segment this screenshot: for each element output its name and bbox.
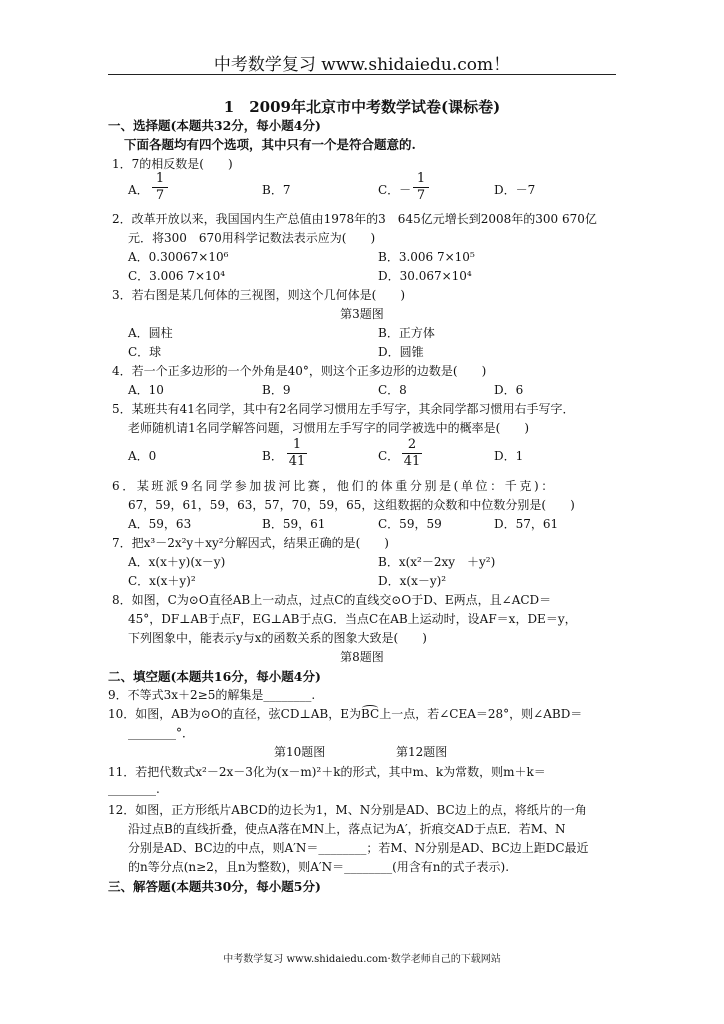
q3-figure-caption: 第3题图 — [340, 307, 384, 321]
q6-line1: 6．某班派9名同学参加拔河比赛，他们的体重分别是(单位：千克)： — [112, 479, 556, 493]
q2-option-c: C．3.006 7×10⁴ — [128, 269, 226, 283]
q2-line2: 元．将300 670用科学记数法表示应为( ) — [128, 231, 376, 245]
q7-option-c: C．x(x＋y)² — [128, 574, 196, 588]
q8-line2: 45°，DF⊥AB于点F，EG⊥AB于点G．当点C在AB上运动时，设AF＝x，DE＝y， — [128, 612, 577, 626]
q3-stem: 3．若右图是某几何体的三视图，则这个几何体是( ) — [112, 288, 406, 302]
header-divider — [108, 74, 616, 75]
q1-c-denominator: 7 — [416, 188, 426, 203]
q1-option-c-label: C．－ — [378, 183, 412, 197]
q5-b-denominator: 41 — [288, 454, 306, 469]
q1-option-c-fraction — [412, 172, 430, 203]
section-1-instruction: 下面各题均有四个选项，其中只有一个是符合题意的. — [124, 137, 416, 152]
q5-b-numerator: 1 — [292, 437, 302, 452]
q7-stem: 7．把x³－2x²y＋xy²分解因式，结果正确的是( ) — [112, 536, 389, 550]
section-2-heading: 二、填空题(本题共16分，每小题4分) — [108, 669, 321, 684]
q7-option-d: D．x(x－y)² — [378, 574, 447, 588]
q2-option-d: D．30.067×10⁴ — [378, 269, 472, 283]
exam-title: 1 2009年北京市中考数学试卷(课标卷) — [223, 98, 501, 116]
q7-option-b: B．x(x²－2xy ＋y²) — [378, 555, 496, 569]
q1-option-a-label: A． — [128, 183, 149, 197]
q12-line1: 12．如图，正方形纸片ABCD的边长为1，M、N分别是AD、BC边上的点，将纸片的一角 — [108, 803, 587, 817]
q1-stem: 1．7的相反数是( ) — [112, 157, 233, 171]
q1-a-denominator: 7 — [155, 188, 165, 203]
q5-option-b-fraction — [286, 438, 308, 469]
q1-a-numerator: 1 — [155, 171, 165, 186]
q12-line3: 分别是AD、BC边的中点，则A′N＝________；若M、N分别是AD、BC边上距DC最近 — [128, 841, 589, 855]
q10-line2: ________°． — [128, 726, 195, 740]
q6-option-c: C．59，59 — [378, 517, 442, 531]
q12-line2: 沿过点B的直线折叠，使点A落在MN上，落点记为A′，折痕交AD于点E．若M、N — [128, 822, 566, 836]
section-3-heading: 三、解答题(本题共30分，每小题5分) — [108, 879, 321, 894]
q6-line2: 67，59，61，59，63，57，70，59，65，这组数据的众数和中位数分别是( ) — [128, 498, 575, 512]
q6-option-d: D．57，61 — [494, 517, 559, 531]
q5-c-numerator: 2 — [407, 437, 417, 452]
q8-line1: 8．如图，C为⊙O直径AB上一动点，过点C的直线交⊙O于D、E两点，且∠ACD＝ — [112, 593, 552, 607]
q1-option-a-fraction — [151, 172, 169, 203]
q2-line1: 2．改革开放以来，我国国内生产总值由1978年的3 645亿元增长到2008年的300 670亿 — [112, 212, 597, 226]
q10-text-pre: 10．如图，AB为⊙O的直径，弦CD⊥AB，E为 — [108, 707, 361, 721]
q5-line1: 5．某班共有41名同学，其中有2名同学习惯用左手写字，其余同学都习惯用右手写字． — [112, 402, 575, 416]
page-footer: 中考数学复习 www.shidaiedu.com·数学老师自己的下载网站 — [223, 954, 501, 965]
q3-option-a: A．圆柱 — [128, 326, 173, 340]
q9-stem: 9．不等式3x＋2≥5的解集是________. — [108, 688, 316, 702]
q1-option-d: D．－7 — [494, 183, 536, 197]
q5-option-d: D．1 — [494, 449, 524, 463]
q4-option-c: C．8 — [378, 383, 407, 397]
q5-option-c-fraction — [401, 438, 423, 469]
page-header: 中考数学复习 www.shidaiedu.com！ — [213, 55, 511, 75]
q8-line3: 下列图象中，能表示y与x的函数关系的图象大致是( ) — [128, 631, 427, 645]
q11-line1: 11．若把代数式x²－2x－3化为(x－m)²＋k的形式，其中m、k为常数，则m＋k＝ — [108, 765, 546, 779]
q3-option-d: D．圆锥 — [378, 345, 424, 359]
q2-option-b: B．3.006 7×10⁵ — [378, 250, 475, 264]
q5-option-b-label: B． — [262, 449, 283, 463]
q4-option-a: A．10 — [128, 383, 164, 397]
q5-line2: 老师随机请1名同学解答问题，习惯用左手写字的同学被选中的概率是( ) — [128, 421, 530, 435]
q10-arc-bc: BC — [360, 707, 380, 721]
q5-option-a: A．0 — [128, 449, 157, 463]
section-1-heading: 一、选择题(本题共32分，每小题4分) — [108, 118, 321, 133]
q1-option-b: B．7 — [262, 183, 291, 197]
q10-text-post: 上一点，若∠CEA＝28°，则∠ABD＝ — [379, 707, 583, 721]
q3-option-b: B．正方体 — [378, 326, 435, 340]
q5-option-c-label: C． — [378, 449, 400, 463]
q10-line1 — [108, 705, 582, 722]
q6-option-a: A．59，63 — [128, 517, 192, 531]
q8-figure-caption: 第8题图 — [340, 650, 384, 664]
q7-option-a: A．x(x＋y)(x－y) — [128, 555, 226, 569]
q4-option-b: B．9 — [262, 383, 291, 397]
q4-stem: 4．若一个正多边形的一个外角是40°，则这个正多边形的边数是( ) — [112, 364, 487, 378]
q10-figure-caption: 第10题图 — [274, 745, 326, 759]
q1-c-numerator: 1 — [416, 171, 426, 186]
q3-option-c: C．球 — [128, 345, 162, 359]
q12-line4: 的n等分点(n≥2，且n为整数)，则A′N＝________(用含有n的式子表示). — [128, 860, 510, 874]
q12-figure-caption: 第12题图 — [396, 745, 448, 759]
q2-option-a: A．0.30067×10⁶ — [128, 250, 229, 264]
q11-line2: ________. — [108, 782, 160, 796]
q6-option-b: B．59，61 — [262, 517, 326, 531]
q4-option-d: D．6 — [494, 383, 524, 397]
q5-c-denominator: 41 — [403, 454, 421, 469]
